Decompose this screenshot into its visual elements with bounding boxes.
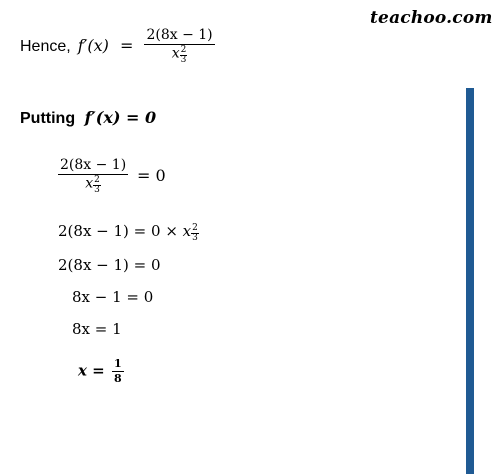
final-answer [78, 358, 124, 385]
final-numerator: 1 [112, 358, 124, 372]
final-fraction [112, 358, 124, 385]
step1-fraction [58, 158, 128, 195]
step2-text: 2(8x − 1) = 0 × [58, 222, 178, 240]
putting-label: Putting [20, 110, 76, 127]
step1-numerator: 2(8x − 1) [58, 158, 128, 175]
step-1 [58, 158, 166, 195]
step-2 [58, 222, 199, 243]
step-4: 8x − 1 = 0 [72, 288, 154, 306]
den-base: x [171, 46, 180, 63]
step2-exponent [191, 224, 199, 243]
step1-rhs: = 0 [136, 165, 166, 185]
teachoo-logo: teachoo.com [370, 8, 493, 28]
equals-sign: = [119, 36, 134, 56]
step1-exp-num: 2 [94, 175, 100, 186]
exponent-fraction [180, 46, 188, 65]
fraction-denominator [172, 45, 188, 65]
putting-expression: f′(x) = 0 [84, 108, 157, 127]
step1-exp-den: 3 [94, 185, 100, 196]
hence-label: Hence, [20, 38, 71, 56]
hence-line [20, 28, 215, 65]
fprime-expression: f′(x) [77, 36, 109, 56]
final-lhs: x = [78, 361, 105, 380]
step1-den-base: x [85, 176, 94, 193]
step1-denominator [85, 175, 101, 195]
step-3: 2(8x − 1) = 0 [58, 256, 161, 274]
step2-exp-den: 3 [192, 233, 198, 243]
derivative-fraction [144, 28, 214, 65]
step-5: 8x = 1 [72, 320, 122, 338]
step1-exponent [93, 176, 101, 195]
step2-base: x [182, 222, 192, 240]
exponent-denominator: 3 [180, 55, 187, 66]
fraction-numerator: 2(8x − 1) [144, 28, 214, 45]
final-denominator: 8 [113, 372, 122, 386]
exponent-numerator: 2 [180, 45, 187, 56]
step2-exp-num: 2 [192, 223, 198, 233]
putting-line [20, 108, 156, 128]
blue-sidebar [466, 88, 474, 474]
